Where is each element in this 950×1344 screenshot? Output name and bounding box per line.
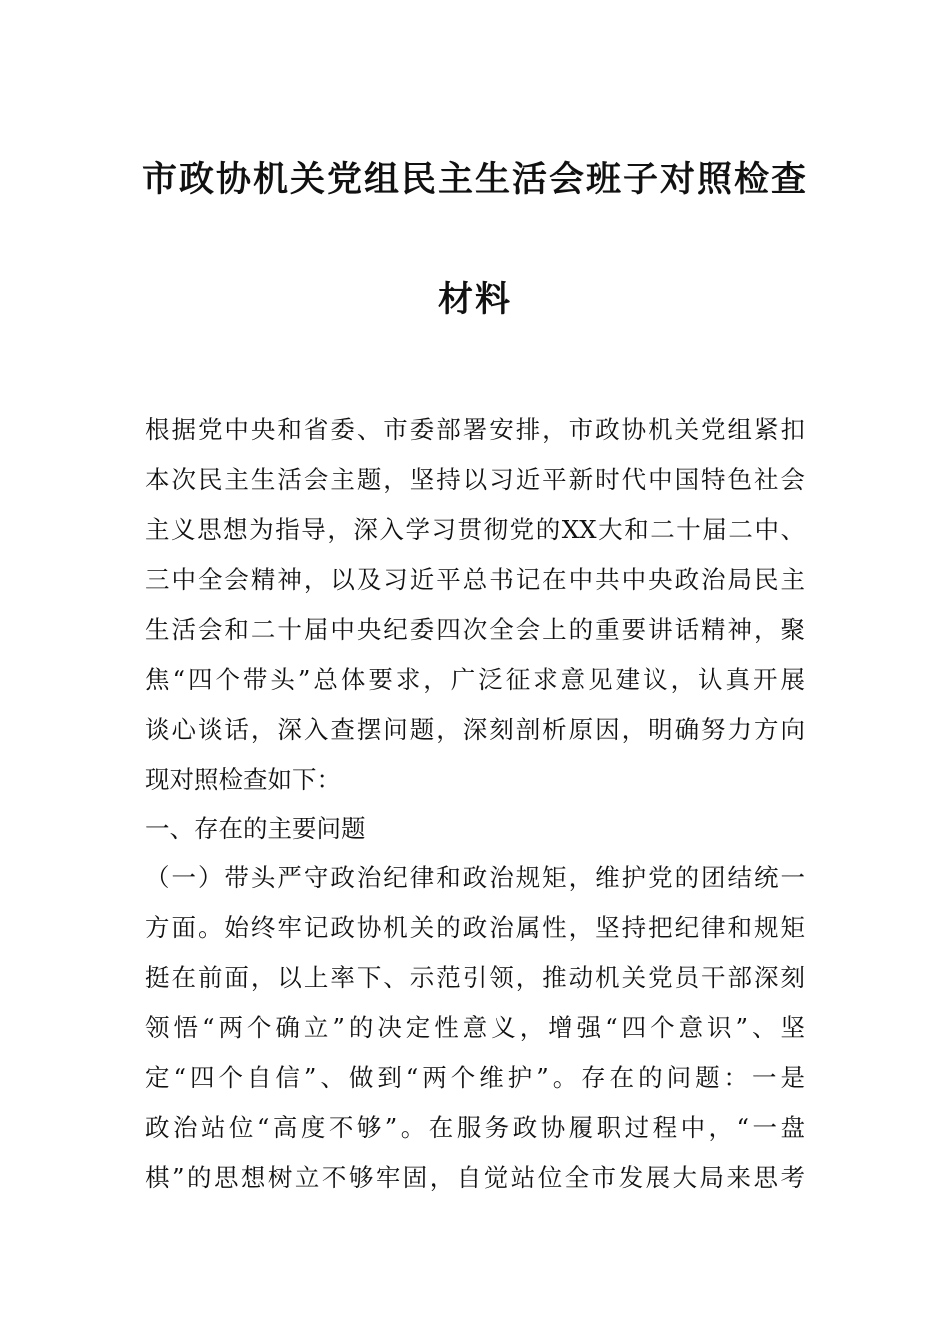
body-text-line: 主义思想为指导，深入学习贯彻党的XX大和二十届二中、 <box>145 515 805 544</box>
section-heading: 一、存在的主要问题 <box>145 814 366 843</box>
body-text-line: 生活会和二十届中央纪委四次全会上的重要讲话精神，聚 <box>145 615 805 644</box>
body-text-line: 棋”的思想树立不够牢固，自觉站位全市发展大局来思考 <box>145 1163 805 1192</box>
body-text-line: 焦“四个带头”总体要求，广泛征求意见建议，认真开展 <box>145 665 805 694</box>
body-text-line: 现对照检查如下： <box>145 765 341 794</box>
body-text-line: 三中全会精神，以及习近平总书记在中共中央政治局民主 <box>145 565 805 594</box>
document-title-line-2: 材料 <box>437 279 512 320</box>
body-text-line: 领悟“两个确立”的决定性意义，增强“四个意识”、坚 <box>145 1013 805 1042</box>
body-text-line: 定“四个自信”、做到“两个维护”。存在的问题：一是 <box>145 1063 805 1092</box>
body-text-line: 挺在前面，以上率下、示范引领，推动机关党员干部深刻 <box>145 963 805 992</box>
body-text-line: 本次民主生活会主题，坚持以习近平新时代中国特色社会 <box>145 465 805 494</box>
body-text-line: （一）带头严守政治纪律和政治规矩，维护党的团结统一 <box>145 863 805 892</box>
body-text-line: 根据党中央和省委、市委部署安排，市政协机关党组紧扣 <box>145 415 805 444</box>
body-text-line: 政治站位“高度不够”。在服务政协履职过程中，“一盘 <box>145 1113 805 1142</box>
body-text-line: 谈心谈话，深入查摆问题，深刻剖析原因，明确努力方向 <box>145 715 805 744</box>
body-text-line: 方面。始终牢记政协机关的政治属性，坚持把纪律和规矩 <box>145 913 805 942</box>
document-title-line-1: 市政协机关党组民主生活会班子对照检查 <box>141 159 808 200</box>
